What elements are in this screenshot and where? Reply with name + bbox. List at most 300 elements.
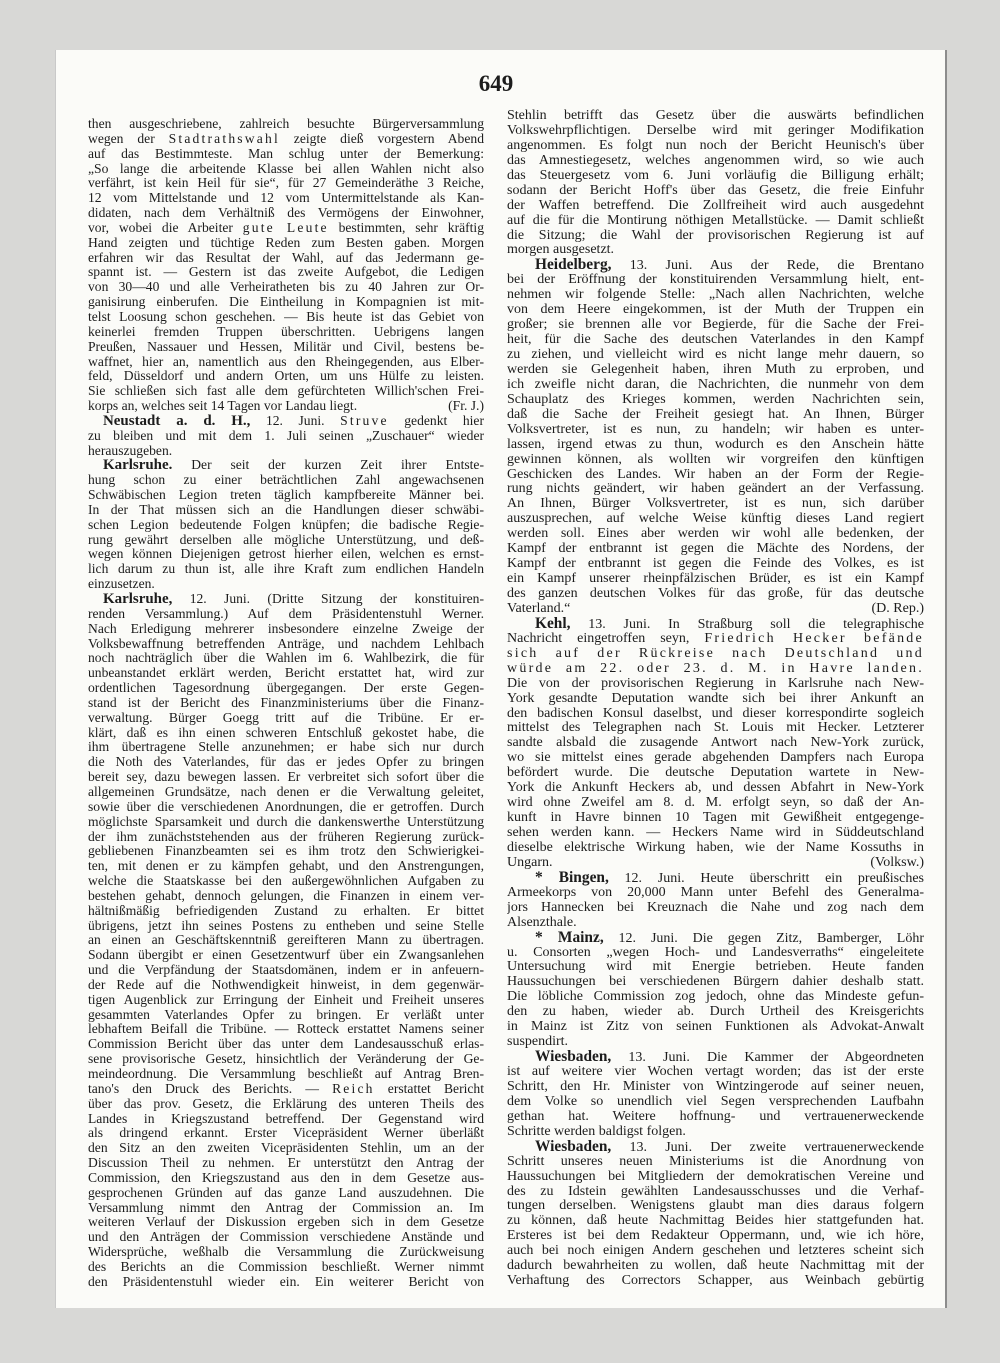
text-line (507, 1125, 924, 1140)
text-run: then ausgeschriebene, zahlreich besuchte Bürgerversammlung (88, 117, 484, 131)
text-line (88, 503, 484, 518)
text-line (507, 154, 924, 169)
text-line (88, 1082, 484, 1097)
text-line (507, 736, 924, 751)
article-paragraph (507, 258, 924, 617)
text-run: 12. Juni. (250, 413, 341, 428)
text-run: 13. Juni. Die Kammer der Abgeordneten (611, 1050, 924, 1065)
text-line (88, 830, 484, 845)
article-paragraph (507, 931, 924, 1051)
text-line (88, 785, 484, 800)
text-line (507, 1229, 924, 1244)
text-run: befördert wurde. Die deutsche Deputation wartete in New- (507, 766, 924, 781)
text-line (88, 577, 484, 592)
text-run: heit, für die Sache des deutschen Vaterlandes in den Kampf (507, 333, 924, 348)
text-run: bereit sey, dazu bewegen lassen. Er verbreitet sich sofort über die (88, 770, 484, 785)
text-line (88, 251, 484, 266)
text-run: gewinnen können, als wollten wir vorgreifen den künftigen (507, 452, 924, 467)
text-run: erfahren wir das Resultat der Wahl, auf das Jedermann ge- (88, 250, 484, 265)
text-line (88, 919, 484, 934)
text-run: Volksbewaffnung betreffenden Anträge, und nachdem Lehlbach (88, 636, 484, 651)
text-run: spannt ist. — Gestern ist das zweite Aufgebot, die Ledigen (88, 265, 484, 280)
text-line (507, 662, 924, 677)
text-run: dieselbe elektrische Wirkung haben, wie der Name Kossuths in (507, 840, 924, 855)
text-run: an einen an Geschäftskenntniß gereifteren Mann zu übertragen. (88, 933, 484, 948)
text-line (507, 1199, 924, 1214)
text-run: York gesandte Deputation wandte sich bei ihrer Ankunft an (507, 691, 924, 706)
text-run: Sodann übergibt er einen Gesetzentwurf über ein Zwangsanlehen (88, 948, 484, 963)
text-line (507, 557, 924, 572)
text-run: weiteren Verlauf der Diskussion ergeben sich in dem Gesetze (88, 1215, 484, 1230)
text-run: nehmen wir folgende Stelle: „Nach allen Nachrichten, welche (507, 288, 924, 303)
spaced-text: Friedrich Hecker befände (704, 631, 924, 646)
text-line (507, 1214, 924, 1229)
text-run: der Rede auf die Nothwendigkeit hinweist, in dem gegenwär- (88, 977, 484, 992)
text-line (88, 770, 484, 785)
text-run: lassen, irgend etwas zu thun, wodurch es den Anschein hätte (507, 437, 924, 452)
text-line (507, 632, 924, 647)
text-run: ten, mit denen er zu kämpfen gehabt, und den Anstrengungen, (88, 859, 484, 874)
text-run: allgemeinen Grundsätze, nach denen er die Verwaltung geleitet, (88, 784, 484, 799)
text-run: Volksvertreter, ist es nun, zu handeln; wir haben es unter- (507, 422, 924, 437)
text-run: bestehen gehabt, dennoch gelungen, die Finanzen in einem ver- (88, 888, 484, 903)
text-run: über das prov. Gesetz, die Erklärung des unteren Theils des (88, 1096, 484, 1111)
text-line (88, 429, 484, 444)
text-line (507, 975, 924, 990)
text-line (507, 1035, 924, 1050)
text-run: Ersteres ist bei dem Redakteur Oppermann, und, wie ich höre, (507, 1229, 924, 1244)
text-line (507, 841, 924, 856)
text-line (88, 191, 484, 206)
text-line (507, 468, 924, 483)
text-line (507, 826, 924, 841)
text-run: gesprochenen Gründen auf das ganze Land auszudehnen. Die (88, 1185, 484, 1200)
text-line (88, 651, 484, 666)
text-line (507, 139, 924, 154)
text-line (88, 1037, 484, 1052)
text-run: 13. Juni. Aus der Rede, die Brentano (611, 258, 924, 274)
text-run: herauszugeben. (88, 443, 173, 458)
text-run: Der seit der kurzen Zeit ihrer Entste- (172, 458, 484, 473)
text-line (88, 1141, 484, 1156)
text-line (88, 800, 484, 815)
text-line (507, 960, 924, 975)
spaced-text: sich auf der Rückreise nach Deutschland und (507, 646, 924, 661)
text-run: auf das Bestimmteste. Man schlug unter der Bemerkung: (88, 146, 484, 161)
text-run: ganisirung einberufen. Die Eintheilung in Kompagnien ist mit- (88, 295, 484, 310)
text-run: die Noth des Vaterlandes, für das er jedes Opfer zu bringen (88, 755, 484, 770)
text-run: erstattet Bericht (374, 1081, 484, 1096)
text-line (88, 622, 484, 637)
text-run: welche die Staatskasse bei den außergewöhnlichen Aufgaben zu (88, 874, 484, 889)
text-line (88, 280, 484, 295)
text-run: 12. Juni. Heute überschritt ein preußisches (608, 870, 924, 886)
text-line (88, 1067, 484, 1082)
text-run: Kampf der entbrannt ist gegen die Mächte des Nordens, der (507, 542, 924, 557)
dateline: * Mainz, (535, 930, 604, 946)
text-run: ich zweifle nicht daran, die Nachrichten, die nunmehr von dem (507, 377, 924, 392)
text-run: tungen derselben. Wenigstens glaubt man dies daraus folgern (507, 1199, 924, 1214)
text-line (507, 1065, 924, 1080)
article-paragraph (507, 871, 924, 931)
text-line (507, 1244, 924, 1259)
text-line (88, 132, 484, 147)
article-paragraph (88, 117, 484, 414)
text-run: wird ohne Zweifel am 8. d. M. erfolgt seyn, so daß der An- (507, 796, 924, 811)
text-run: werden soll. Eines aber werden wir wohl alle bedenken, der (507, 527, 924, 542)
article-paragraph (88, 414, 484, 459)
dateline: Karlsruhe, (103, 592, 173, 607)
text-line (88, 399, 484, 414)
text-line (507, 214, 924, 229)
text-run: 12. Juni. (Dritte Sitzung der konstituiren- (172, 592, 484, 606)
text-line (88, 1171, 484, 1186)
text-line (507, 497, 924, 512)
text-run: ist auf weitere vier Wochen vertagt worden; das ist der erste (507, 1065, 924, 1079)
text-run: daß die Sache der Freiheit gesiegt hat. An Ihnen, Bürger (507, 407, 924, 422)
column-right (507, 109, 924, 1289)
article-paragraph (88, 592, 484, 1290)
text-run: dadurch bewahrheiten zu wollen, daß heute Nachmittag mit der (507, 1259, 924, 1274)
text-line (88, 1022, 484, 1037)
text-line (507, 707, 924, 722)
text-line (88, 162, 484, 177)
text-line (507, 273, 924, 288)
text-line (88, 1052, 484, 1067)
text-line (88, 1126, 484, 1141)
text-run: klärt, daß es ihn einen schweren Entschluß gekostet habe, die (88, 725, 484, 740)
text-line (507, 721, 924, 736)
text-line (507, 856, 924, 871)
text-run: renden Versammlung.) Auf dem Präsidentenstuhl Werner. (88, 606, 484, 621)
text-run: schen Legion bedeutende Folgen knüpfen; die badische Regie- (88, 517, 484, 532)
text-run: verfährt, ist kein Heil für sie“, für 27 Gemeinderäthe 3 Reiche, (88, 176, 484, 191)
text-line (507, 602, 924, 617)
text-line (507, 378, 924, 393)
text-run: Stehlin betrifft das Gesetz über die auswärts befindlichen (507, 109, 924, 123)
text-line (88, 859, 484, 874)
text-line (507, 751, 924, 766)
source-attribution: (Volksw.) (870, 855, 924, 870)
text-line (88, 310, 484, 325)
text-line (88, 147, 484, 162)
text-run: keinerlei fremden Truppen überschritten. Uebrigens langen (88, 324, 484, 339)
text-line (507, 512, 924, 527)
article-paragraph (507, 617, 924, 871)
text-run: des zu Idstein gewählten Landesausschusses und die Verhaf- (507, 1184, 924, 1199)
text-line (88, 815, 484, 830)
text-line (507, 363, 924, 378)
text-run: ordentlichen Tagesordnung übergegangen. Der erste Gegen- (88, 681, 484, 696)
text-run: Ungarn. (507, 855, 553, 870)
text-line (88, 1215, 484, 1230)
text-run: Versammlung nimmt den Antrag der Commission an. Im (88, 1200, 484, 1215)
text-run: Commission Bericht über das unter dem Landesausschuß erlas- (88, 1037, 484, 1052)
text-run: Die löbliche Commission zog jedoch, ohne das Mindeste gefun- (507, 990, 924, 1005)
text-run: wo sie mittelst eines gerade abgehenden Dampfers nach Europa (507, 751, 924, 766)
text-run: den Präsidentenstuhl wieder ein. Ein weiterer Bericht von (88, 1274, 484, 1289)
spaced-text: Struve (340, 413, 389, 428)
text-run: verwaltung. Bürger Goegg tritt auf die Tribüne. Er er- (88, 710, 484, 725)
text-line (507, 990, 924, 1005)
text-line (507, 587, 924, 602)
text-run: u. Consorten „wegen Hoch- und Landesverraths“ eingeleitete (507, 945, 924, 960)
text-line (88, 414, 484, 429)
text-line (88, 562, 484, 577)
dateline: Kehl, (535, 616, 571, 632)
text-line (507, 1080, 924, 1095)
text-run: telst Loosung schon geschehen. — Bis heute ist das Gebiet von (88, 309, 484, 324)
text-line (88, 726, 484, 741)
text-run: noch nachträglich über die Wahlen im 6. Wahlbezirk, die für (88, 651, 484, 666)
text-run: zu können, daß heute Nachmittag Beides hier stattgefunden hat. (507, 1214, 924, 1229)
text-run: auch bei noch einigen Andern geschehen und letzteres scheint sich (507, 1244, 924, 1259)
text-line (88, 236, 484, 251)
text-run: Schwäbischen Legion treten täglich kampfbereite Männer bei. (88, 488, 484, 503)
dateline: Neustadt a. d. H., (103, 413, 251, 429)
text-run: hältnißmäßig befriedigenden Zustand zu erhalten. Er bittet (88, 903, 484, 918)
text-line (507, 1095, 924, 1110)
text-run: Volkswehrpflichtigen. Derselbe wird mit geringer Modifikation (507, 123, 924, 138)
text-line (88, 874, 484, 889)
text-line (88, 637, 484, 652)
text-run: sandte alsbald die zusagende Antwort nach New-York zurück, (507, 736, 924, 751)
text-line (88, 221, 484, 236)
text-line (88, 473, 484, 488)
page-number: 649 (478, 71, 514, 96)
text-line (507, 766, 924, 781)
text-line (507, 542, 924, 557)
text-run: möglichste Sparsamkeit und durch die dankenswerthe Unterstützung (88, 814, 484, 829)
text-line (88, 889, 484, 904)
text-line (507, 1020, 924, 1035)
text-run: Untersuchung wird mit Energie betrieben. Heute fanden (507, 960, 924, 975)
text-run: Commission, den Kriegszustand aus den in dem Gesetze aus- (88, 1170, 484, 1185)
text-run: 13. Juni. Der zweite vertrauenerweckende (611, 1139, 924, 1155)
text-run: waffnet, hier an, namentlich aus den Rheingegenden, aus Elber- (88, 354, 484, 369)
text-run: bei der Eröffnung der konstituirenden Versammlung hielt, ent- (507, 273, 924, 288)
text-line (507, 453, 924, 468)
text-line (507, 1259, 924, 1274)
text-run: korps an, welches seit 14 Tagen vor Landau liegt. (88, 399, 358, 414)
text-run: lebhaftem Beifall die Tribüne. — Rotteck erstattet Namens seiner (88, 1022, 484, 1037)
text-run: 12 vom Mittelstande und 12 vom Untermittelstande als Kan- (88, 191, 484, 206)
text-line (507, 288, 924, 303)
text-line (507, 886, 924, 901)
text-line (88, 1260, 484, 1275)
text-run: didaten, nach dem Verhältniß des Vermögens der Einwohner, (88, 206, 484, 221)
text-line (507, 1140, 924, 1155)
text-run: das Amnestiegesetz, welches angenommen wird, so wie auch (507, 153, 924, 168)
text-line (88, 384, 484, 399)
article-paragraph (88, 458, 484, 592)
text-run: suspendirt. (507, 1035, 569, 1050)
text-line (88, 355, 484, 370)
text-run: mittelst des Telegraphen nach St. Louis mit Hecker. Letzterer (507, 721, 924, 736)
text-line (507, 781, 924, 796)
text-run: des Berichts an die Commission beschließt. Werner nimmt (88, 1259, 484, 1274)
text-run: Nachricht eingetroffen seyn, (507, 631, 705, 646)
text-line (88, 1275, 484, 1290)
text-line (88, 592, 484, 607)
text-line (507, 1185, 924, 1200)
text-run: York die Ankunft Heckers ab, und dessen Abfahrt in New-York (507, 781, 924, 796)
text-line (88, 978, 484, 993)
text-line (507, 333, 924, 348)
text-run: Haussuchungen bei verschiedenen Bürgern dahier deshalb statt. (507, 975, 924, 990)
text-run: unbeanstandet erklärt werden, Bericht erstattet hat, wird zur (88, 666, 484, 681)
text-line (88, 265, 484, 280)
text-run: Discussion Theil zu nehmen. Er unterstützt den Antrag der (88, 1156, 484, 1171)
text-run: Verhaftung des Correctors Schapper, aus Weinbach gebürtig (507, 1274, 924, 1289)
text-run: einzusetzen. (88, 577, 155, 592)
text-line (507, 1274, 924, 1289)
text-run: Nach Erledigung mehrerer insbesondere einzelne Zweige der (88, 621, 484, 636)
text-run: Geschicken des Landes. Wir haben an der Form der Regie- (507, 467, 924, 482)
text-line (88, 740, 484, 755)
text-line (507, 169, 924, 184)
text-line (88, 1156, 484, 1171)
text-run: Die von der provisorischen Regierung in Karlsruhe nach New- (507, 676, 924, 691)
text-run: Sie schließen sich fast alle dem gefürchteten Willich'schen Frei- (88, 384, 484, 399)
text-line (507, 229, 924, 244)
text-run: den zu haben, wieder ab. Durch Urtheil des Kreisgerichts (507, 1005, 924, 1020)
text-line (88, 1245, 484, 1260)
text-line (507, 811, 924, 826)
text-run: zeigte dieß vorgestern Abend (279, 131, 484, 146)
text-run: Haussuchungen bei Mitgliedern der demokratischen Vereine und (507, 1169, 924, 1184)
text-run: großer; sie brennen alle vor Begierde, für die Sache der Frei- (507, 318, 924, 333)
text-line (88, 755, 484, 770)
text-line (507, 916, 924, 931)
text-line (88, 963, 484, 978)
text-line (507, 1050, 924, 1065)
text-line (507, 318, 924, 333)
article-paragraph (507, 109, 924, 258)
text-run: Schritt unseres neuen Ministeriums ist die Anordnung von (507, 1154, 924, 1169)
article-paragraph (507, 1140, 924, 1289)
text-run: ihm übertragene Stelle anzunehmen; er habe sich nur durch (88, 740, 484, 755)
text-run: in Mainz ist Zitz von seinen Funktionen als Advokat-Anwalt (507, 1020, 924, 1035)
text-line (507, 1170, 924, 1185)
text-run: als dringend erkannt. Erster Vicepräsident Werner überläßt (88, 1126, 484, 1141)
text-line (88, 1230, 484, 1245)
text-line (507, 408, 924, 423)
text-line (88, 340, 484, 355)
text-run: gedenkt hier (388, 413, 484, 428)
text-line (88, 1112, 484, 1127)
text-run: morgen ausgesetzt. (507, 243, 615, 258)
text-run: gethan hat. Weitere hoffnung- und vertrauenerweckende (507, 1109, 924, 1124)
spaced-text: Reich (332, 1081, 375, 1096)
text-run: Landes in Kriegszustand betreffend. Der Gegenstand wird (88, 1111, 484, 1126)
text-run: Alsenzthale. (507, 915, 577, 930)
text-line (88, 904, 484, 919)
text-line (507, 931, 924, 946)
text-line (507, 946, 924, 961)
text-line (507, 1110, 924, 1125)
text-line (88, 458, 484, 473)
text-run: zu ziehen, und vielleicht wird es nicht lange mehr dauern, so (507, 348, 924, 362)
dateline: * Bingen, (535, 870, 609, 886)
text-run: Hand zeigten und tüchtige Reden zum Besten gaben. Morgen (88, 235, 484, 250)
text-run: 13. Juni. In Straßburg soll die telegraphische (570, 616, 924, 632)
text-run: sodann der Bericht Hoff's über das Gesetz, die freie Einfuhr (507, 183, 924, 198)
text-line (88, 117, 484, 132)
text-line (88, 948, 484, 963)
text-line (88, 666, 484, 681)
text-run: den Sitz an den zweiten Vicepräsidenten Stehlin, um an der (88, 1141, 484, 1156)
text-run: angenommen. Es folgt nun noch der Bericht Heunisch's über (507, 138, 924, 153)
text-line (88, 993, 484, 1008)
text-line (88, 488, 484, 503)
text-run: Armeekorps von 20,000 Mann unter Befehl des Generalma- (507, 885, 924, 900)
text-run: Vaterland.“ (507, 601, 571, 616)
text-run: gesammten Vaterlandes Opfer zu bringen. Er verläßt unter (88, 1007, 484, 1022)
text-run: feld, Düsseldorf und andern Orten, um uns Hülfe zu leisten. (88, 369, 484, 384)
source-attribution: (Fr. J.) (448, 399, 484, 414)
text-run: den badischen Konsul daselbst, und dieser korrespondirte sogleich (507, 706, 924, 721)
dateline: Karlsruhe. (103, 458, 173, 474)
text-line (88, 444, 484, 459)
text-line (507, 527, 924, 542)
text-line (88, 518, 484, 533)
text-line (507, 871, 924, 886)
text-run: zu bleiben und mit dem 1. Juli seinen „Zuschauer“ wieder (88, 428, 484, 443)
text-run: wegen können Diejenigen getrost hierher eilen, welchen es ernst- (88, 547, 484, 562)
text-line (88, 1201, 484, 1216)
text-run: stand ist der Bericht des Finanzministeriums über die Finanz- (88, 695, 484, 710)
text-run: Kampf der entbrannt ist gegen die Feinde des Volkes, es ist (507, 557, 924, 572)
text-line (88, 933, 484, 948)
text-run: und die Verpfändung der Staatsdomänen, indem er in anfeuern- (88, 963, 484, 978)
text-line (88, 844, 484, 859)
text-line (88, 1186, 484, 1201)
text-line (507, 1005, 924, 1020)
text-line (88, 711, 484, 726)
text-run: der Waffen betreffend. Die Zollfreiheit wird auch ausgedehnt (507, 198, 924, 213)
text-run: die Sitzung; die Wahl der provisorischen Regierung ist auf (507, 228, 924, 243)
text-run: des ganzen deutschen Volkes für das große, für das deutsche (507, 587, 924, 601)
text-run: Preußen, Nassauer und Hessen, Militär und Civil, bestens be- (88, 339, 484, 354)
text-line (507, 393, 924, 408)
text-line (88, 1097, 484, 1112)
text-run: „So lange die arbeitende Klasse bei allen Wahlen nicht also (88, 161, 484, 176)
dateline: Heidelberg, (535, 258, 612, 274)
text-line (88, 681, 484, 696)
text-line (88, 176, 484, 191)
text-run: übrigens, jetzt ihn seines Postens zu entheben und seine Stelle (88, 918, 484, 933)
text-line (507, 243, 924, 258)
text-line (507, 482, 924, 497)
text-run: jors Hannecken bei Kreuznach die Nahe und zog nach dem (507, 900, 924, 915)
text-run: rung nichts geändert, wir haben geändert an der Verfassung. (507, 482, 924, 497)
text-run: meindeordnung. Die Versammlung beschließt auf Antrag Bren- (88, 1067, 484, 1081)
text-run: lich darum zu thun ist, alle ihre Kraft zum endlichen Handeln (88, 562, 484, 577)
text-line (507, 258, 924, 273)
text-run: sene provisorische Gesetz, hinsichtlich der Veränderung der Ge- (88, 1052, 484, 1067)
text-run: auszusprechen, auf welche Weise künftig dieses Land regiert (507, 512, 924, 527)
text-run: tigen Augenblick zur Erringung der Einheit und Freiheit unseres (88, 992, 484, 1007)
text-line (507, 423, 924, 438)
text-run: gebliebenen Finanzbeamten sei es ihm trotz den Schwierigkei- (88, 844, 484, 859)
text-run: Schritte werden baldigst folgen. (507, 1124, 686, 1139)
text-line (88, 206, 484, 221)
text-run: auf die für die Montirung nöthigen Metallstücke. — Damit schließt (507, 213, 924, 228)
text-line (507, 692, 924, 707)
text-line (507, 647, 924, 662)
text-run: tano's den Druck des Berichts. — (88, 1081, 333, 1096)
